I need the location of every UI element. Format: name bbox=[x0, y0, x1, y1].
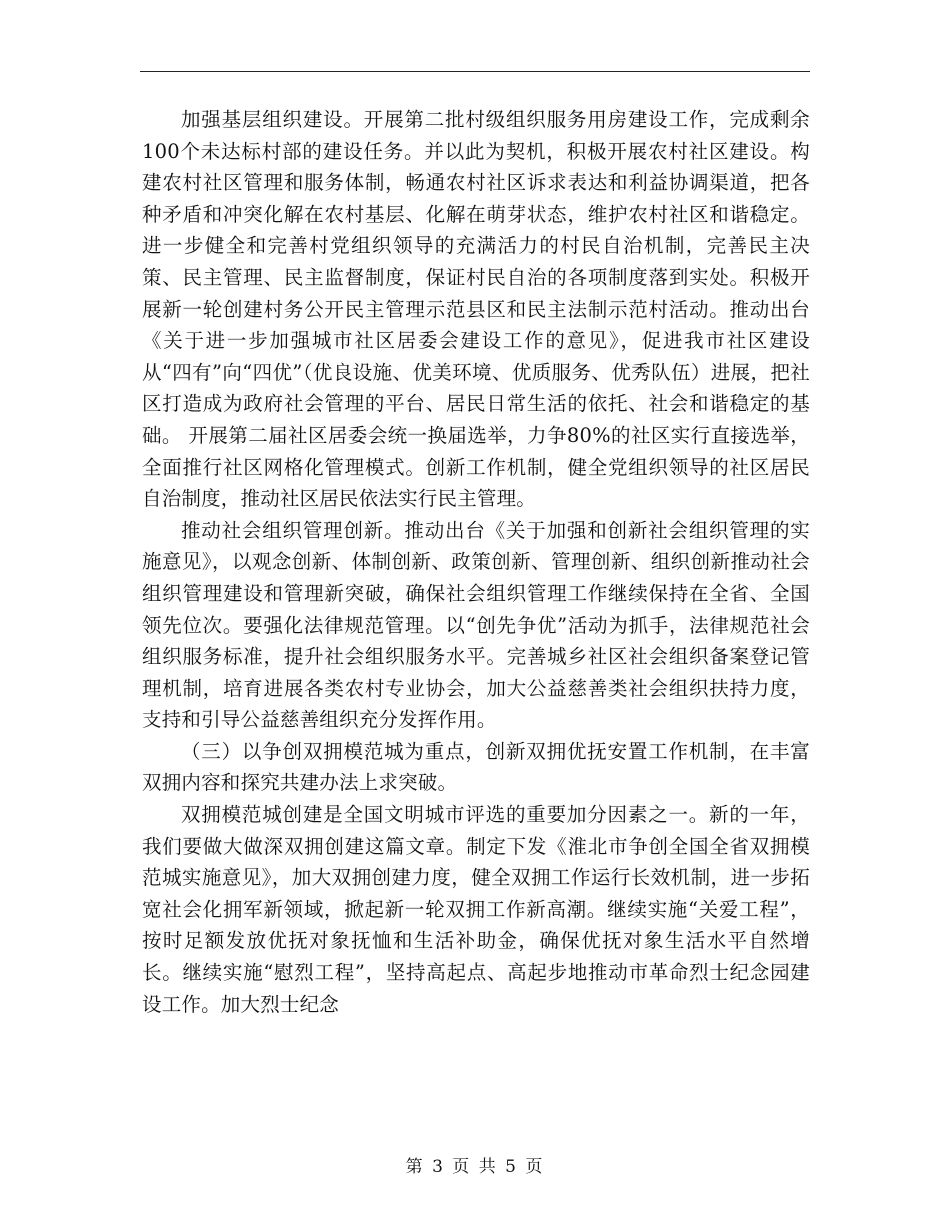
body-text bbox=[142, 104, 810, 1020]
paragraph-grassroots-organization: 加强基层组织建设。开展第二批村级组织服务用房建设工作，完成剩余100个未达标村部的建设任务。并以此为契机，积极开展农村社区建设。构建农村社区管理和服务体制，畅通农村社区诉求表达和利益协调渠道，把各种矛盾和冲突化解在农村基层、化解在萌芽状态，维护农村社区和谐稳定。进一步健全和完善村党组织领导的充满活力的村民自治机制，完善民主决策、民主管理、民主监督制度，保证村民自治的各项制度落到实处。积极开展新一轮创建村务公开民主管理示范县区和民主法制示范村活动。推动出台《关于进一步加强城市社区居委会建设工作的意见》，促进我市社区建设从“四有”向“四优”（优良设施、优美环境、优质服务、优秀队伍）进展，把社区打造成为政府社会管理的平台、居民日常生活的依托、社会和谐稳定的基础。 开展第二届社区居委会统一换届选举，力争80%的社区实行直接选举，全面推行社区网格化管理模式。创新工作机制，健全党组织领导的社区居民自治制度，推动社区居民依法实行民主管理。 bbox=[142, 108, 810, 511]
header-rule bbox=[140, 71, 810, 72]
paragraph-social-organization: 推动社会组织管理创新。推动出台《关于加强和创新社会组织管理的实施意见》，以观念创新、体制创新、政策创新、管理创新、组织创新推动社会组织管理建设和管理新突破，确保社会组织管理工作继续保持在全省、全国领先位次。要强化法律规范管理。以“创先争优”活动为抓手，法律规范社会组织服务标准，提升社会组织服务水平。完善城乡社区社会组织备案登记管理机制，培育进展各类农村专业协会，加大公益慈善类社会组织扶持力度，支持和引导公益慈善组织充分发挥作用。 bbox=[142, 518, 810, 732]
paragraph-section-three-heading: （三）以争创双拥模范城为重点，创新双拥优抚安置工作机制，在丰富双拥内容和探究共建办法上求突破。 bbox=[142, 739, 810, 795]
paragraph-double-support-model-city: 双拥模范城创建是全国文明城市评选的重要加分因素之一。新的一年，我们要做大做深双拥创建这篇文章。制定下发《淮北市争创全国全省双拥模范城实施意见》，加大双拥创建力度，健全双拥工作运行长效机制，进一步拓宽社会化拥军新领域，掀起新一轮双拥工作新高潮。继续实施“关爱工程”，按时足额发放优抚对象抚恤和生活补助金，确保优抚对象生活水平自然增长。继续实施“慰烈工程”，坚持高起点、高起步地推动市革命烈士纪念园建设工作。加大烈士纪念 bbox=[142, 803, 810, 1016]
page-footer: 第 3 页 共 5 页 bbox=[405, 1157, 545, 1177]
